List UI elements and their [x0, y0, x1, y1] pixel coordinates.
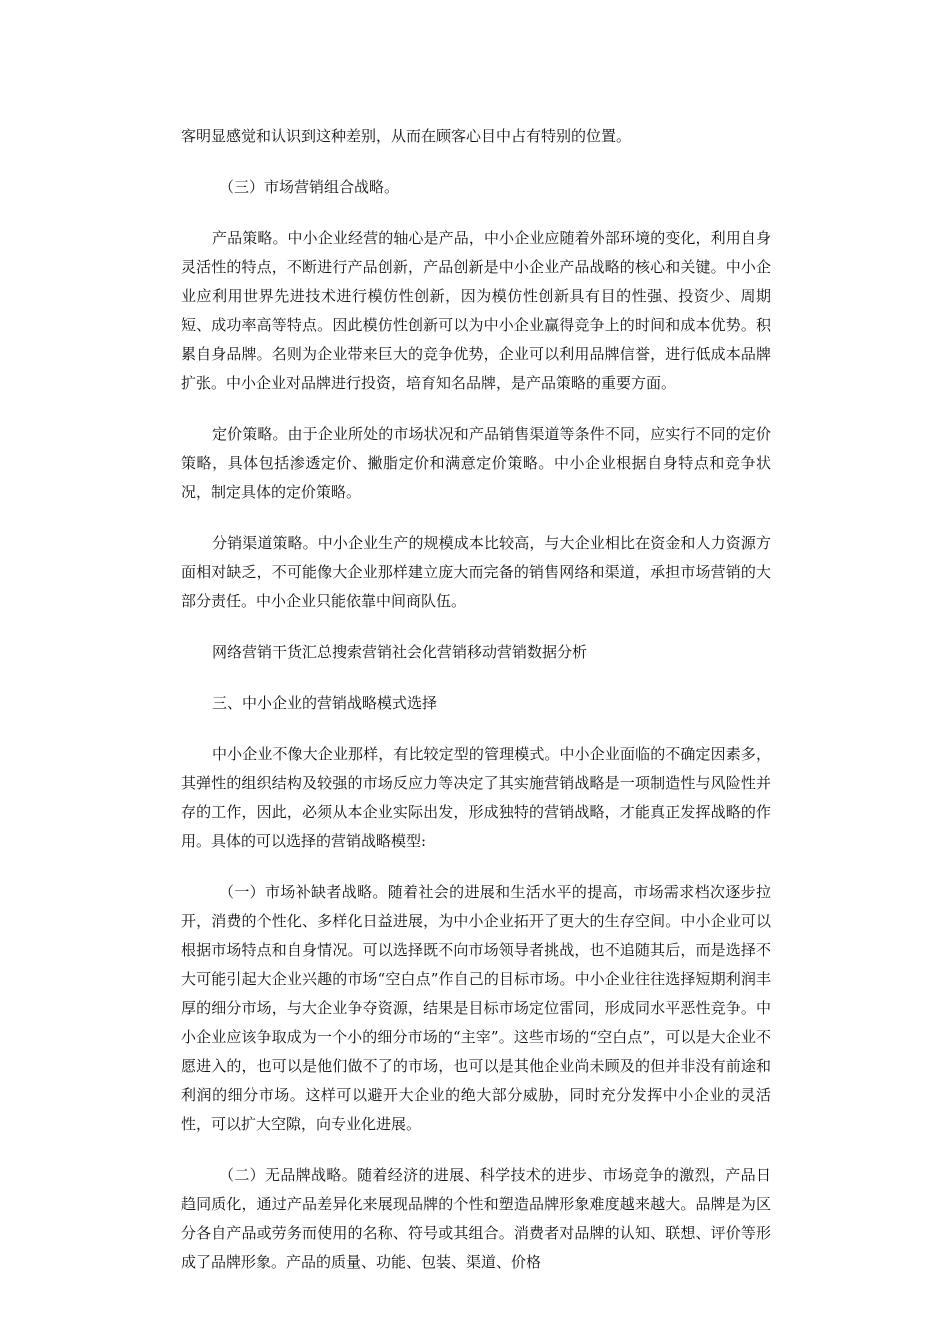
heading-marketing-mix: （三）市场营销组合战略。 [219, 178, 400, 196]
paragraph-network-marketing: 网络营销干货汇总搜索营销社会化营销移动营销数据分析 [212, 643, 588, 661]
paragraph-distribution-strategy: 分销渠道策略。中小企业生产的规模成本比较高，与大企业相比在资金和人力资源方面相对缺乏，不可能像大企业那样建立庞大而完备的销售网络和渠道，承担市场营销的大部分责任。中小企业只能依靠中间商队伍。 [181, 534, 771, 610]
paragraph-continuation: 客明显感觉和认识到这种差别，从而在顾客心目中占有特别的位置。 [181, 127, 632, 145]
document-page [181, 122, 771, 1299]
paragraph-niche-strategy: （一）市场补缺者战略。随着社会的进展和生活水平的提高，市场需求档次逐步拉开，消费的个性化、多样化日益进展，为中小企业拓开了更大的生存空间。中小企业可以根据市场特点和自身情况。可以选择既不向市场领导者挑战，也不追随其后，而是选择不大可能引起大企业兴趣的市场“空白点”作自己的目标市场。中小企业往往选择短期利润丰厚的细分市场，与大企业争夺资源，结果是目标市场定位雷同，形成同水平恶性竞争。中小企业应该争取成为一个小的细分市场的“主宰”。这些市场的“空白点”，可以是大企业不愿进入的，也可以是他们做不了的市场，也可以是其他企业尚未顾及的但并非没有前途和利润的细分市场。这样可以避开大企业的绝大部分威胁，同时充分发挥中小企业的灵活性，可以扩大空隙，向专业化进展。 [181, 883, 771, 1133]
paragraph-pricing-strategy: 定价策略。由于企业所处的市场状况和产品销售渠道等条件不同，应实行不同的定价策略，具体包括渗透定价、撇脂定价和满意定价策略。中小企业根据自身特点和竞争状况，制定具体的定价策略。 [181, 425, 771, 501]
paragraph-no-brand-strategy: （二）无品牌战略。随着经济的进展、科学技术的进步、市场竞争的激烈，产品日趋同质化，通过产品差异化来展现品牌的个性和塑造品牌形象难度越来越大。品牌是为区分各自产品或劳务而使用的名称、符号或其组合。消费者对品牌的认知、联想、评价等形成了品牌形象。产品的质量、功能、包装、渠道、价格 [181, 1166, 771, 1271]
paragraph-sme-intro: 中小企业不像大企业那样，有比较定型的管理模式。中小企业面临的不确定因素多，其弹性的组织结构及较强的市场反应力等决定了其实施营销战略是一项制造性与风险性并存的工作，因此，必须从本企业实际出发，形成独特的营销战略，才能真正发挥战略的作用。具体的可以选择的营销战略模型: [181, 745, 771, 850]
heading-strategy-selection: 三、中小企业的营销战略模式选择 [212, 694, 438, 712]
paragraph-product-strategy: 产品策略。中小企业经营的轴心是产品，中小企业应随着外部环境的变化，利用自身灵活性的特点，不断进行产品创新，产品创新是中小企业产品战略的核心和关键。中小企业应利用世界先进技术进行模仿性创新，因为模仿性创新具有目的性强、投资少、周期短、成功率高等特点。因此模仿性创新可以为中小企业赢得竞争上的时间和成本优势。积累自身品牌。名则为企业带来巨大的竞争优势，企业可以利用品牌信誉，进行低成本品牌扩张。中小企业对品牌进行投资，培育知名品牌，是产品策略的重要方面。 [181, 229, 771, 392]
